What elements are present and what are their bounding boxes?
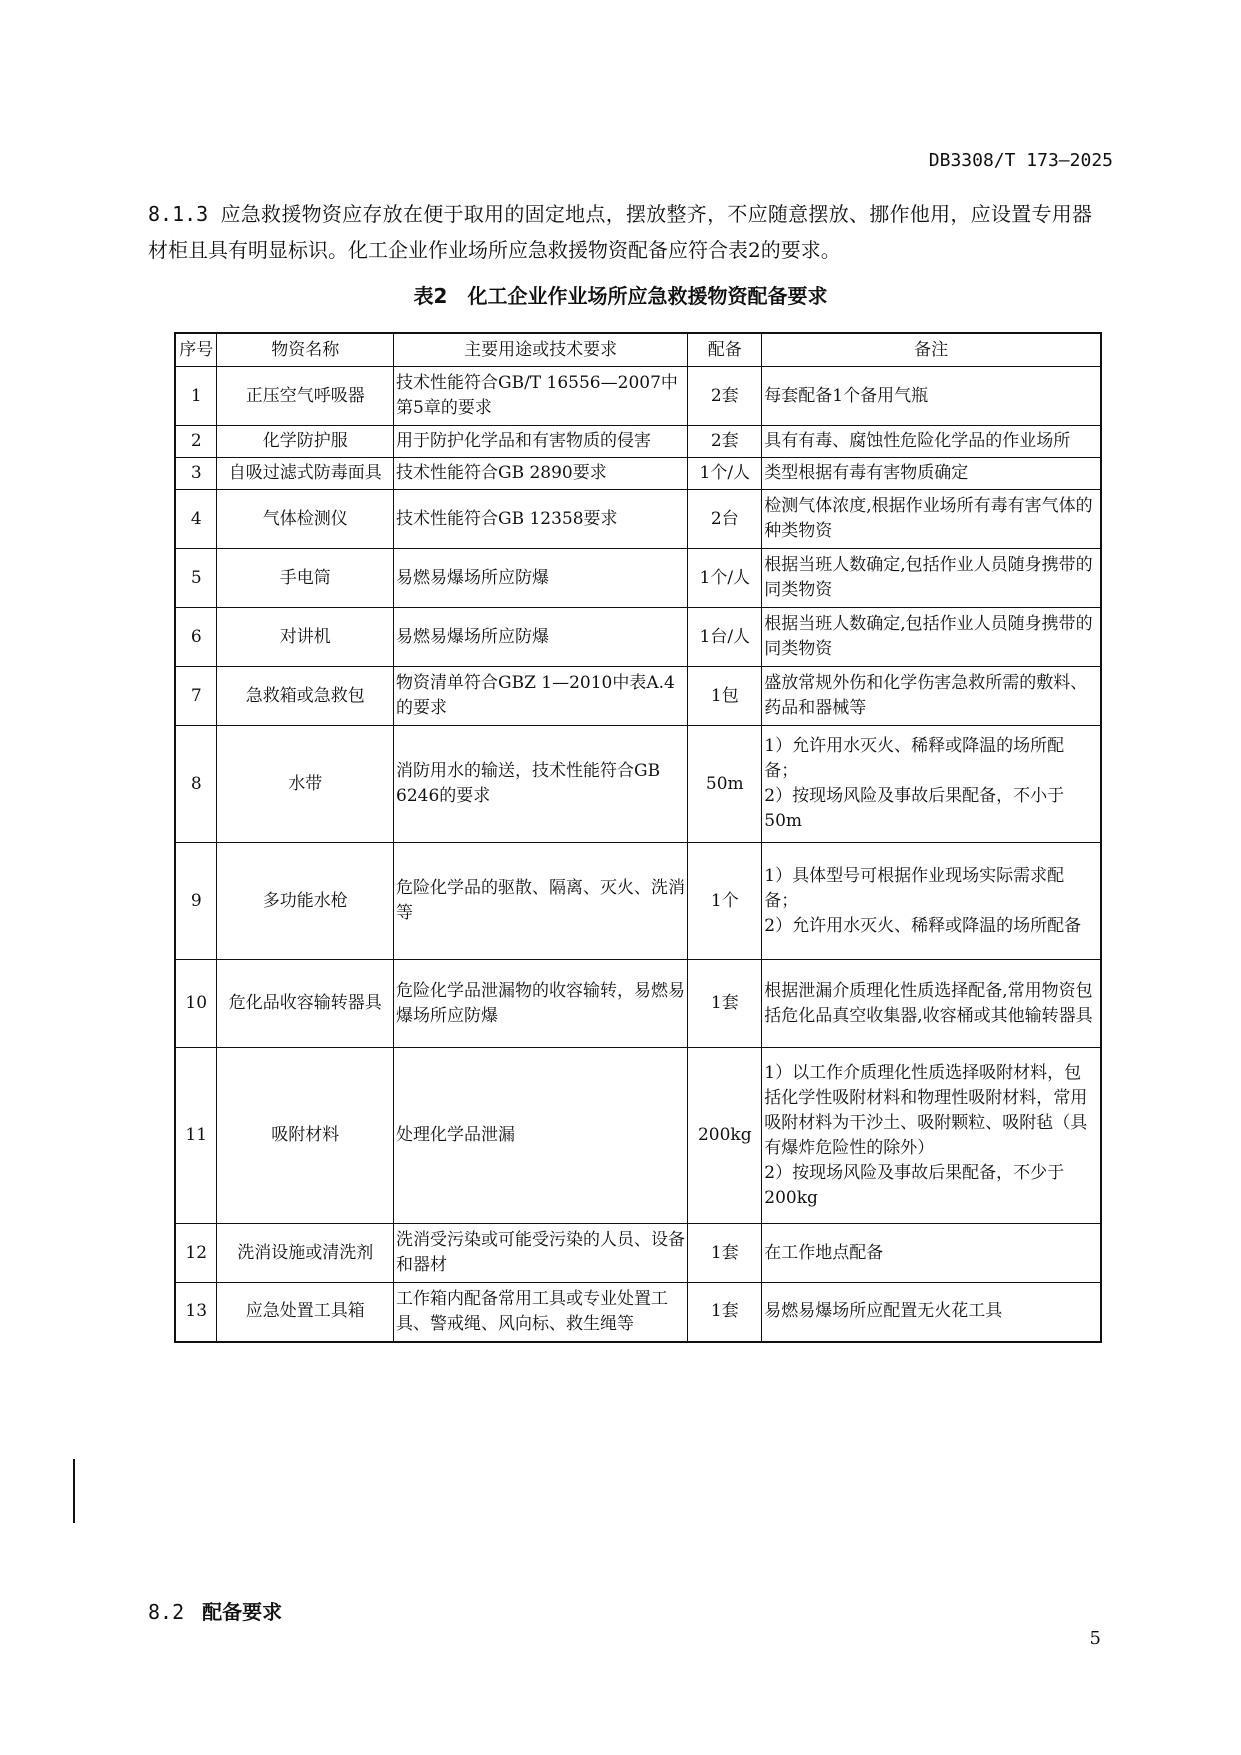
cell-qty (688, 1048, 762, 1224)
cell-no (175, 1283, 217, 1342)
cell-name (217, 367, 394, 426)
cell-usage-text: 技术性能符合GB 2890要求 (396, 463, 607, 483)
cell-usage (394, 458, 688, 490)
cell-no (175, 726, 217, 843)
table-row (175, 608, 1101, 667)
cell-usage (394, 960, 688, 1048)
cell-name (217, 490, 394, 549)
cell-name-text: 手电筒 (279, 567, 331, 588)
cell-name (217, 726, 394, 843)
cell-note (762, 1048, 1101, 1224)
cell-qty (688, 960, 762, 1048)
cell-note (762, 726, 1101, 843)
cell-note-text: 根据当班人数确定,包括作业人员随身携带的同类物资 (764, 555, 1093, 600)
cell-no-text: 8 (190, 773, 202, 794)
table-row (175, 367, 1101, 426)
cell-note (762, 549, 1101, 608)
cell-name (217, 667, 394, 726)
cell-name (217, 549, 394, 608)
cell-qty-text: 50m (705, 773, 744, 794)
cell-qty (688, 608, 762, 667)
cell-name (217, 458, 394, 490)
cell-qty-text: 1套 (710, 1242, 739, 1263)
header-note: 备注 (762, 333, 1101, 367)
table-row (175, 1048, 1101, 1224)
table-row (175, 960, 1101, 1048)
cell-no (175, 458, 217, 490)
cell-name-text: 气体检测仪 (262, 508, 348, 529)
cell-name-text: 急救箱或急救包 (245, 685, 365, 706)
page-number: 5 (1089, 1628, 1101, 1649)
cell-no (175, 367, 217, 426)
section-number: 8.2 (148, 1600, 185, 1624)
clause-number: 8.1.3 (148, 202, 209, 226)
cell-name-text: 多功能水枪 (262, 890, 348, 911)
cell-usage (394, 1224, 688, 1283)
cell-usage (394, 367, 688, 426)
cell-qty-text: 1套 (710, 1301, 739, 1322)
cell-qty-text: 2套 (710, 431, 739, 451)
cell-name (217, 843, 394, 960)
cell-no (175, 490, 217, 549)
cell-no (175, 1224, 217, 1283)
cell-name-text: 化学防护服 (262, 431, 348, 451)
cell-note-text: 1）以工作介质理化性质选择吸附材料，包括化学性吸附材料和物理性吸附材料，常用吸附材料为干沙土、吸附颗粒、吸附毡（具有爆炸危险性的除外） (764, 1062, 1088, 1158)
cell-note-text: 1）具体型号可根据作业现场实际需求配备； (764, 865, 1065, 911)
cell-usage (394, 1048, 688, 1224)
cell-qty-text: 1台/人 (699, 626, 751, 647)
table-row (175, 549, 1101, 608)
cell-no-text: 2 (190, 431, 202, 451)
cell-note (762, 608, 1101, 667)
cell-note-text: 2）允许用水灭火、稀释或降温的场所配备 (764, 915, 1082, 936)
cell-note-text: 易燃易爆场所应配置无火花工具 (764, 1301, 1003, 1322)
clause-text: 应急救援物资应存放在便于取用的固定地点，摆放整齐，不应随意摆放、挪作他用，应设置专用器材柜且具有明显标识。化工企业作业场所应急救援物资配备应符合表2的要求。 (148, 202, 1092, 262)
cell-qty (688, 549, 762, 608)
cell-usage (394, 426, 688, 458)
cell-usage-text: 处理化学品泄漏 (396, 1125, 515, 1145)
cell-note (762, 490, 1101, 549)
header-no: 序号 (175, 333, 217, 367)
cell-no (175, 960, 217, 1048)
cell-usage-text: 物资清单符合GBZ 1—2010中表A.4的要求 (396, 673, 675, 718)
table-row (175, 667, 1101, 726)
cell-qty (688, 367, 762, 426)
cell-note (762, 426, 1101, 458)
cell-qty-text: 1个 (710, 890, 739, 911)
cell-no-text: 3 (190, 463, 202, 483)
cell-qty-text: 2套 (710, 385, 739, 406)
cell-usage-text: 易燃易爆场所应防爆 (396, 567, 549, 588)
cell-usage (394, 549, 688, 608)
cell-note (762, 367, 1101, 426)
cell-note-text: 在工作地点配备 (764, 1242, 884, 1263)
cell-name (217, 1283, 394, 1342)
table-row (175, 426, 1101, 458)
cell-usage-text: 技术性能符合GB/T 16556—2007中第5章的要求 (396, 373, 678, 418)
cell-usage-text: 易燃易爆场所应防爆 (396, 626, 549, 647)
cell-note (762, 1283, 1101, 1342)
cell-no (175, 549, 217, 608)
cell-usage-text: 技术性能符合GB 12358要求 (396, 508, 618, 529)
cell-no-text: 4 (190, 508, 202, 529)
table-row (175, 490, 1101, 549)
table-row (175, 843, 1101, 960)
cell-qty (688, 843, 762, 960)
cell-usage-text: 洗消受污染或可能受污染的人员、设备和器材 (396, 1230, 685, 1275)
cell-note-text: 根据当班人数确定,包括作业人员随身携带的同类物资 (764, 614, 1093, 659)
section-title: 配备要求 (202, 1600, 283, 1624)
cell-note-text: 每套配备1个备用气瓶 (764, 385, 929, 406)
cell-qty (688, 490, 762, 549)
cell-name-text: 自吸过滤式防毒面具 (228, 463, 382, 483)
table-row (175, 458, 1101, 490)
cell-no-text: 10 (185, 993, 208, 1013)
table-row (175, 726, 1101, 843)
cell-no (175, 426, 217, 458)
cell-name (217, 608, 394, 667)
cell-no-text: 13 (185, 1301, 208, 1322)
cell-no (175, 1048, 217, 1224)
cell-qty-text: 2台 (710, 508, 739, 529)
change-bar (73, 1459, 75, 1523)
table-body (175, 367, 1101, 1342)
cell-note-text: 具有有毒、腐蚀性危险化学品的作业场所 (764, 431, 1071, 451)
cell-name (217, 1048, 394, 1224)
cell-usage-text: 用于防护化学品和有害物质的侵害 (396, 431, 651, 451)
doc-code: DB3308/T 173—2025 (928, 150, 1113, 171)
cell-no-text: 5 (190, 567, 202, 588)
cell-usage-text: 危险化学品的驱散、隔离、灭火、洗消等 (396, 878, 685, 923)
cell-note-text: 1）允许用水灭火、稀释或降温的场所配备； (764, 736, 1065, 781)
supplies-table (174, 332, 1102, 1343)
cell-note-text: 2）按现场风险及事故后果配备，不少于200kg (764, 1162, 1065, 1208)
cell-qty-text: 200kg (697, 1125, 752, 1145)
table-header-row (175, 333, 1101, 367)
cell-qty-text: 1套 (710, 993, 739, 1013)
cell-usage-text: 危险化学品泄漏物的收容输转，易燃易爆场所应防爆 (396, 980, 685, 1026)
cell-qty (688, 667, 762, 726)
cell-name-text: 危化品收容输转器具 (228, 993, 382, 1013)
cell-usage (394, 843, 688, 960)
cell-usage-text: 消防用水的输送，技术性能符合GB 6246的要求 (396, 761, 661, 806)
cell-name-text: 应急处置工具箱 (245, 1301, 365, 1322)
header-usage: 主要用途或技术要求 (394, 333, 688, 367)
cell-no-text: 11 (185, 1125, 208, 1145)
cell-qty-text: 1个/人 (699, 463, 751, 483)
cell-usage (394, 1283, 688, 1342)
cell-no (175, 608, 217, 667)
cell-note (762, 843, 1101, 960)
clause-8-1-3 (148, 196, 1092, 268)
header-name: 物资名称 (217, 333, 394, 367)
cell-qty (688, 458, 762, 490)
cell-qty (688, 426, 762, 458)
cell-note (762, 960, 1101, 1048)
cell-usage (394, 490, 688, 549)
table-row (175, 1283, 1101, 1342)
cell-usage-text: 工作箱内配备常用工具或专业处置工具、警戒绳、风向标、救生绳等 (396, 1288, 668, 1334)
cell-qty-text: 1包 (710, 685, 739, 706)
cell-qty (688, 1283, 762, 1342)
cell-name-text: 对讲机 (279, 626, 331, 647)
cell-note-text: 2）按现场风险及事故后果配备，不小于50m (764, 786, 1065, 831)
cell-no-text: 6 (190, 626, 202, 647)
section-8-2 (148, 1596, 282, 1625)
cell-qty-text: 1个/人 (699, 567, 751, 588)
cell-no (175, 843, 217, 960)
cell-note-text: 根据泄漏介质理化性质选择配备,常用物资包括危化品真空收集器,收容桶或其他输转器具 (764, 980, 1093, 1026)
cell-usage (394, 667, 688, 726)
table-caption: 表2 化工企业作业场所应急救援物资配备要求 (413, 284, 828, 308)
cell-no-text: 9 (190, 890, 202, 911)
cell-note-text: 类型根据有毒有害物质确定 (764, 463, 969, 483)
cell-name-text: 正压空气呼吸器 (245, 385, 365, 406)
cell-no-text: 7 (190, 685, 202, 706)
cell-name-text: 洗消设施或清洗剂 (237, 1242, 374, 1263)
cell-no-text: 1 (190, 385, 202, 406)
cell-note (762, 667, 1101, 726)
cell-qty (688, 726, 762, 843)
cell-no (175, 667, 217, 726)
cell-usage (394, 726, 688, 843)
cell-name (217, 1224, 394, 1283)
cell-note-text: 盛放常规外伤和化学伤害急救所需的敷料、药品和器械等 (764, 673, 1088, 718)
cell-no-text: 12 (185, 1242, 208, 1263)
cell-name-text: 吸附材料 (271, 1125, 340, 1145)
cell-note-text: 检测气体浓度,根据作业场所有毒有害气体的种类物资 (764, 496, 1093, 541)
cell-name (217, 960, 394, 1048)
cell-name-text: 水带 (288, 773, 323, 794)
cell-usage (394, 608, 688, 667)
cell-note (762, 458, 1101, 490)
table-row (175, 1224, 1101, 1283)
header-qty: 配备 (688, 333, 762, 367)
cell-name (217, 426, 394, 458)
cell-qty (688, 1224, 762, 1283)
cell-note (762, 1224, 1101, 1283)
